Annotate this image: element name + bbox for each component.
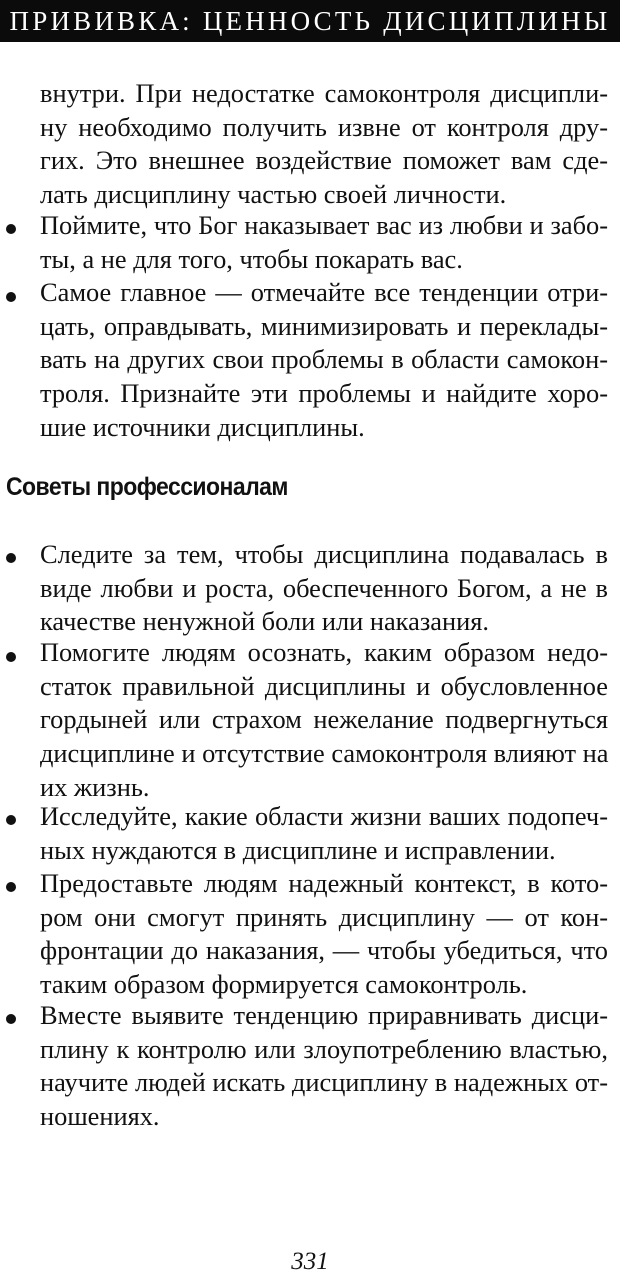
intro-paragraph	[40, 77, 608, 212]
text-line: Вместе выявите тенденцию приравнивать дисци-	[40, 1000, 608, 1030]
text-line: ношениях.	[40, 1101, 160, 1132]
list-item	[40, 276, 608, 445]
list-item	[40, 867, 608, 1002]
text-line: внутри. При недостатке самоконтроля дисципли-	[40, 78, 608, 108]
text-line: виде любви и роста, обеспеченного Богом, а не в	[40, 572, 608, 603]
section-title: Советы профессионалам	[6, 473, 288, 501]
text-line: ты, а не для того, чтобы покарать вас.	[40, 243, 463, 274]
text-line: плину к контролю или злоупотреблению властью,	[40, 1033, 608, 1064]
text-line: троля. Признайте эти проблемы и найдите хоро-	[40, 378, 608, 409]
list-item	[40, 636, 608, 805]
running-header	[0, 0, 620, 42]
list-item	[40, 538, 608, 639]
text-line: гих. Это внешнее воздействие поможет вам сде-	[40, 145, 608, 176]
bullet-dot-icon	[6, 553, 16, 563]
text-line: Самое главное — отмечайте все тенденции отри-	[40, 277, 608, 307]
bullet-dot-icon	[6, 815, 16, 825]
text-line: статок правильной дисциплины и обусловленное	[40, 670, 608, 701]
text-line: Предоставьте людям надежный контекст, в кото-	[40, 868, 608, 898]
list-item	[40, 800, 608, 867]
list-item	[40, 209, 608, 276]
bullet-dot-icon	[6, 224, 16, 234]
text-line: ром они смогут принять дисциплину — от кон-	[40, 901, 608, 932]
bullet-dot-icon	[6, 882, 16, 892]
text-line: ну необходимо получить извне от контроля дру-	[40, 111, 608, 142]
list-item	[40, 999, 608, 1134]
bullet-dot-icon	[6, 1014, 16, 1024]
text-line: Помогите людям осознать, каким образом недо-	[40, 637, 608, 667]
text-line: научите людей искать дисциплину в надежных от-	[40, 1067, 608, 1098]
text-line: цать, оправдывать, минимизировать и переклады-	[40, 310, 608, 341]
text-line: вать на других свои проблемы в области самокон-	[40, 344, 608, 375]
page-number: 331	[291, 1248, 329, 1275]
text-line: гордыней или страхом нежелание подвергнуться	[40, 704, 608, 735]
text-line: Поймите, что Бог наказывает вас из любви и забо-	[40, 210, 608, 240]
running-header-title: ПРИВИВКА: ЦЕННОСТЬ ДИСЦИПЛИНЫ	[9, 5, 611, 36]
text-line: фронтации до наказания, — чтобы убедиться, что	[40, 935, 608, 966]
bullet-dot-icon	[6, 652, 16, 662]
text-line: ных нуждаются в дисциплине и исправлении.	[40, 834, 556, 865]
text-line: качестве ненужной боли или наказания.	[40, 606, 489, 637]
text-line: лать дисциплину частью своей личности.	[40, 179, 507, 210]
text-line: таким образом формируется самоконтроль.	[40, 969, 528, 1000]
text-line: дисциплине и отсутствие самоконтроля влияют на	[40, 738, 609, 769]
text-line: Исследуйте, какие области жизни ваших подопеч-	[40, 801, 608, 831]
text-line: Следите за тем, чтобы дисциплина подавалась в	[40, 539, 608, 569]
text-line: их жизнь.	[40, 771, 150, 802]
text-line: шие источники дисциплины.	[40, 411, 365, 442]
bullet-dot-icon	[6, 292, 16, 302]
